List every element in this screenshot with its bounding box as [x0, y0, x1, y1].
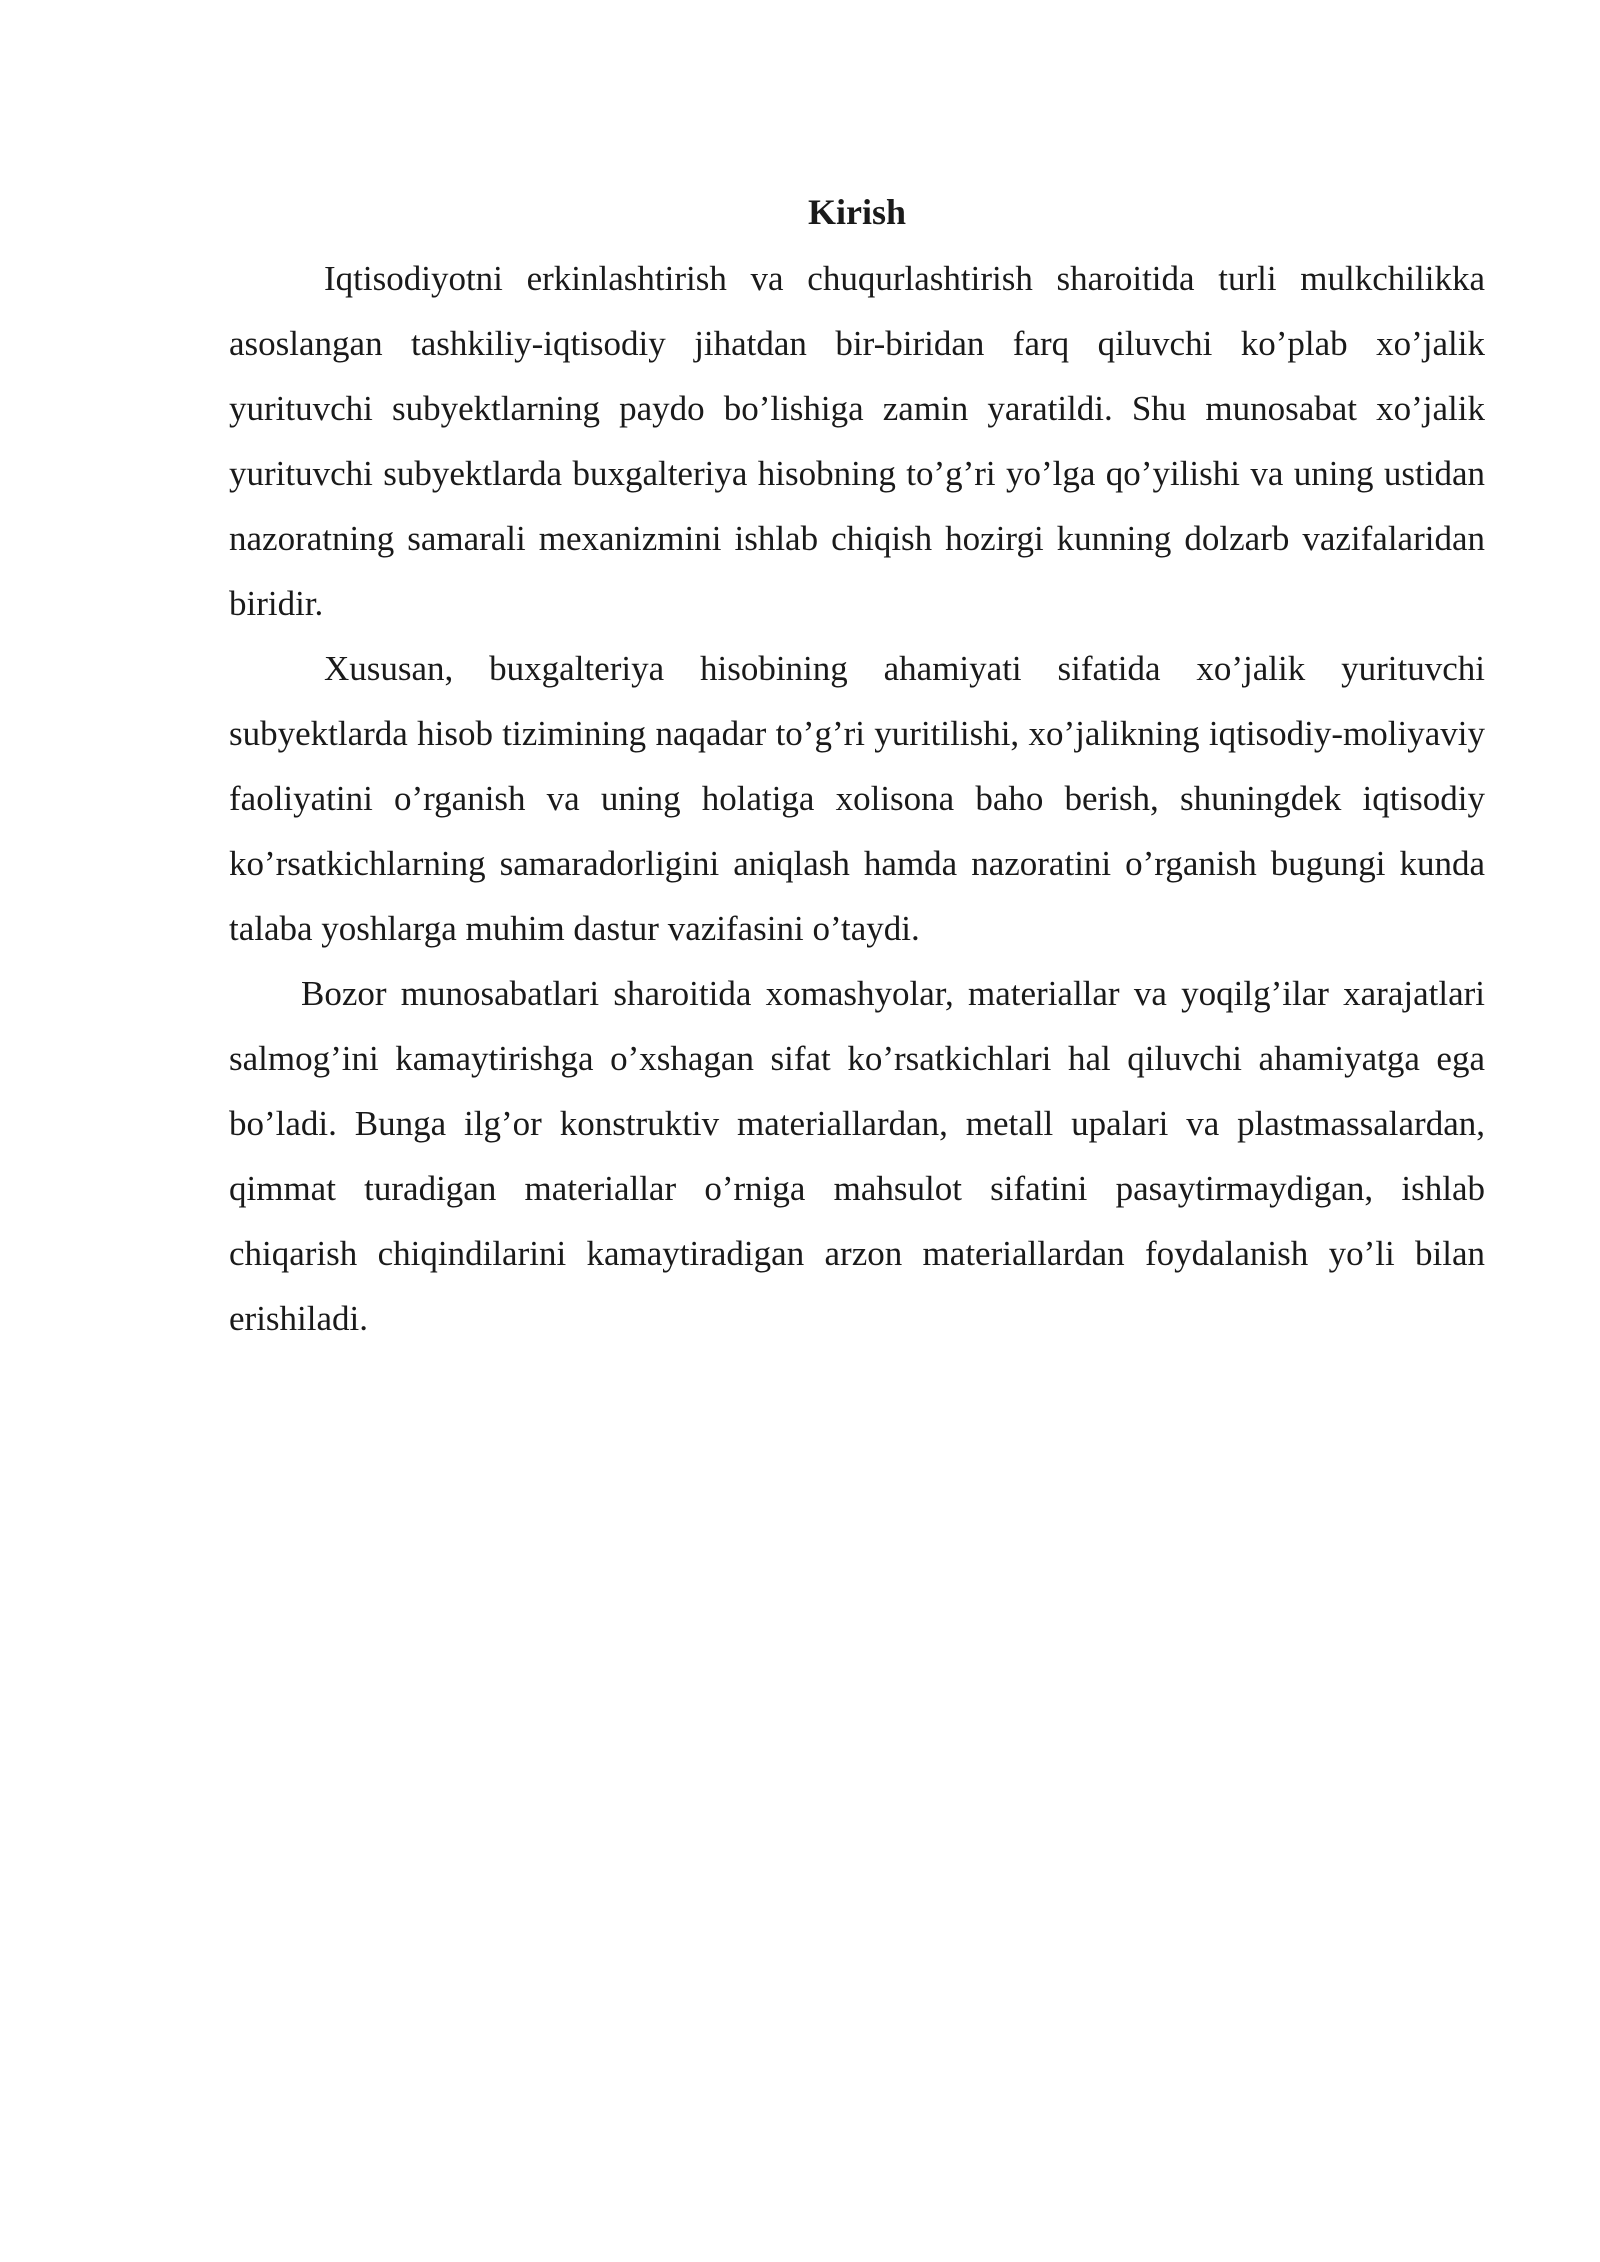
page-title: Kirish	[807, 192, 906, 232]
paragraph-3: Bozor munosabatlari sharoitida xomashyolar, materiallar va yoqilg’ilar xarajatlari salmog’ini kamaytirishga o’xshagan sifat ko’rsatkichlari hal qiluvchi ahamiyatga ega bo’ladi. Bunga ilg’or konstruktiv materiallardan, metall upalari va plastmassalardan, qimmat turadigan materiallar o’rniga mahsulot sifatini pasaytirmaydigan, ishlab chiqarish chiqindilarini kamaytiradigan arzon materiallardan foydalanish yo’li bilan erishiladi.	[229, 974, 1485, 1338]
paragraph-2: Xususan, buxgalteriya hisobining ahamiyati sifatida xo’jalik yurituvchi subyektlarda hisob tizimining naqadar to’g’ri yuritilishi, xo’jalikning iqtisodiy-moliyaviy faoliyatini o’rganish va uning holatiga xolisona baho berish, shuningdek iqtisodiy ko’rsatkichlarning samaradorligini aniqlash hamda nazoratini o’rganish bugungi kunda talaba yoshlarga muhim dastur vazifasini o’taydi.	[229, 649, 1485, 948]
document-body	[229, 188, 1485, 1351]
paragraph-1: Iqtisodiyotni erkinlashtirish va chuqurlashtirish sharoitida turli mulkchilikka asoslangan tashkiliy-iqtisodiy jihatdan bir-biridan farq qiluvchi ko’plab xo’jalik yurituvchi subyektlarning paydo bo’lishiga zamin yaratildi. Shu munosabat xo’jalik yurituvchi subyektlarda buxgalteriya hisobning to’g’ri yo’lga qo’yilishi va uning ustidan nazoratning samarali mexanizmini ishlab chiqish hozirgi kunning dolzarb vazifalaridan biridir.	[229, 259, 1485, 623]
